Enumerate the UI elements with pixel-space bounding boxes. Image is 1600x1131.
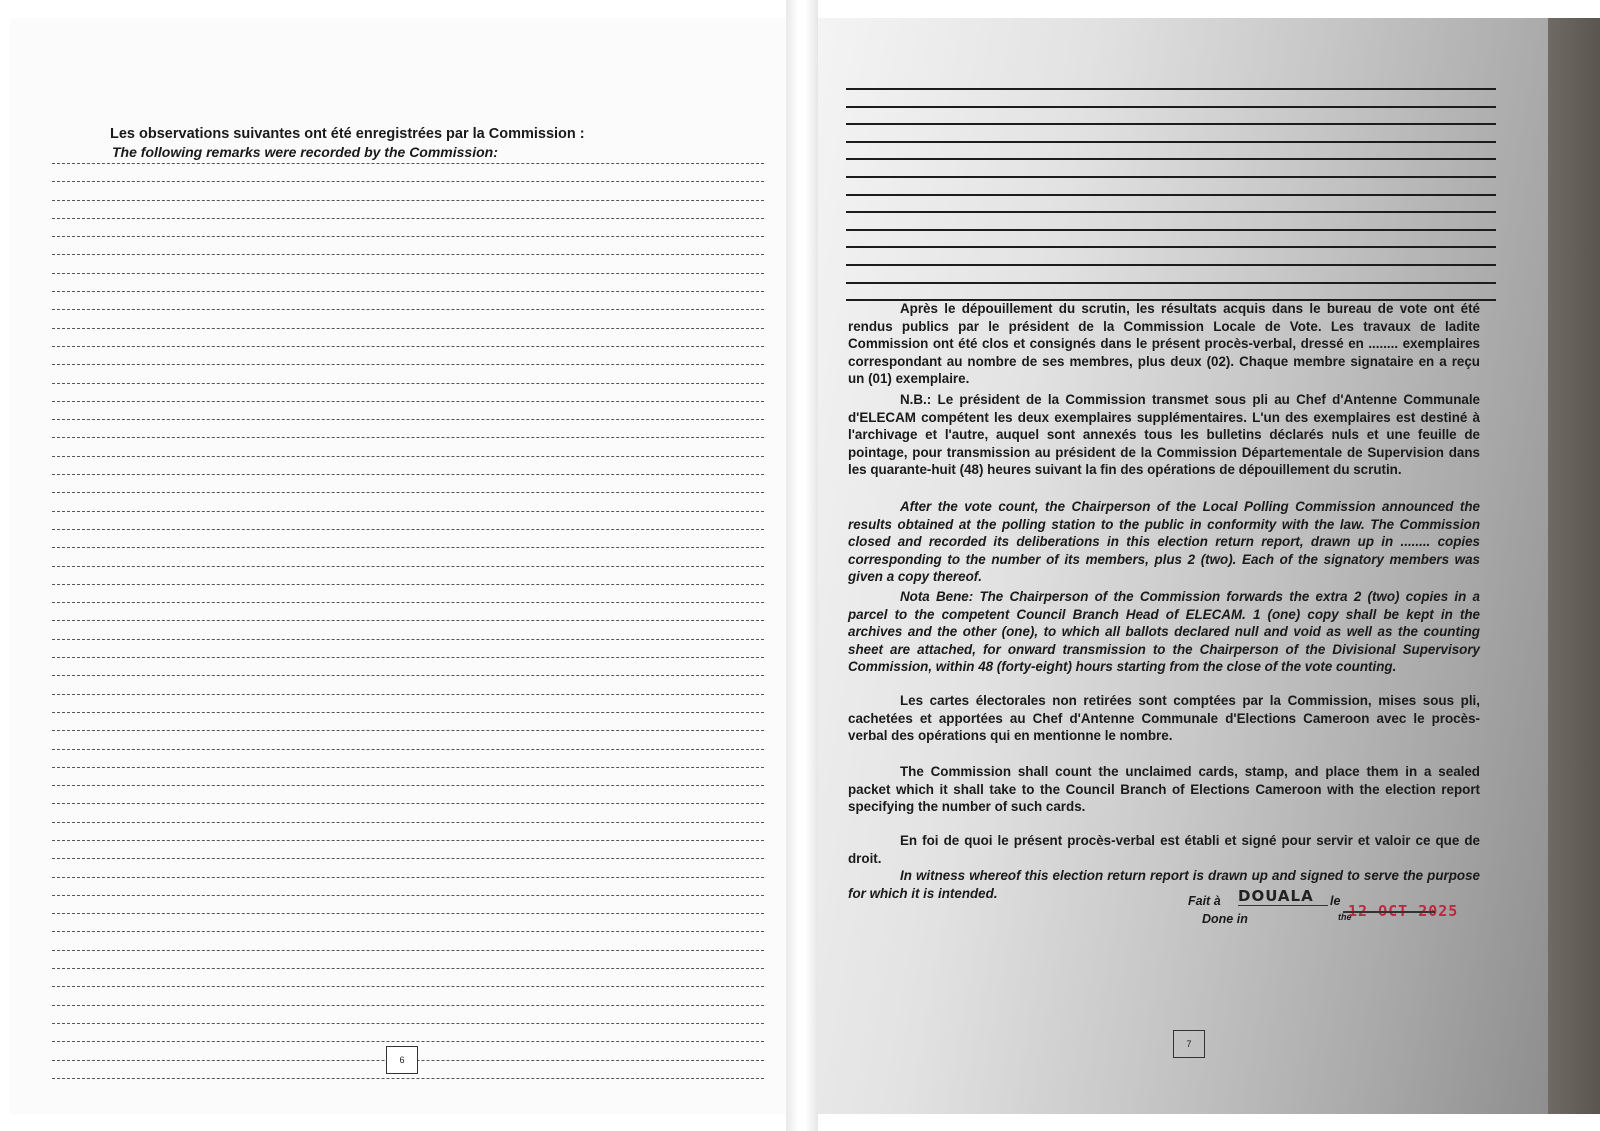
right-page [818,18,1548,1114]
paragraph-witness [848,832,1480,902]
witness-en: In witness whereof this election return report is drawn up and signed to serve the purpose for which it is intended. [848,868,1480,901]
the-label: the [1338,912,1352,922]
paragraph-cards-fr: Les cartes électorales non retirées sont comptées par la Commission, mises sous pli, cachetées et apportées au Chef d'Antenne Communale d'Elections Cameroon avec le procès-verbal des opérations qui en mentionne le nombre. [848,693,1480,744]
date-stamp: 12 OCT 2025 [1348,902,1459,920]
ruled-line [846,141,1496,143]
ruled-line [846,264,1496,266]
ruled-line [52,437,764,438]
ruled-line [52,1005,764,1006]
ruled-line [52,218,764,219]
ruled-line [52,584,764,585]
ruled-line [52,712,764,713]
ruled-line [52,547,764,548]
ruled-line [52,620,764,621]
ruled-line [52,895,764,896]
ruled-line [52,950,764,951]
ruled-line [52,785,764,786]
background-edge [1548,18,1600,1114]
done-in-label: Done in [1202,912,1248,926]
ruled-line [52,1023,764,1024]
page-number-left: 6 [386,1046,418,1074]
ruled-line [52,419,764,420]
ruled-line [52,730,764,731]
ruled-line [52,492,764,493]
remarks-lines [52,163,764,1096]
ruled-line [52,968,764,969]
ruled-line [52,200,764,201]
ruled-line [52,401,764,402]
ruled-line [52,986,764,987]
witness-fr: En foi de quoi le présent procès-verbal est établi et signé pour servir et valoir ce que de droit. [848,833,1480,866]
ruled-line [52,1078,764,1079]
ruled-line [846,158,1496,160]
ruled-line [846,229,1496,231]
ruled-line [52,639,764,640]
ruled-line [52,675,764,676]
remarks-heading-en: The following remarks were recorded by the Commission: [112,144,498,160]
le-label: le [1330,894,1341,908]
paragraph-count-en: After the vote count, the Chairperson of the Local Polling Commission announced the results obtained at the polling station to the public in conformity with the law. The Commission closed and recorded its deliberations in this election return report, drawn up in ........ copies corresponding to the number of its members, plus 2 (two). Each of the signatory members was given a copy thereof. [848,499,1480,585]
ruled-line [52,328,764,329]
ruled-line [52,474,764,475]
ruled-line [52,346,764,347]
ruled-line [52,456,764,457]
ruled-line [846,282,1496,284]
ruled-line [52,803,764,804]
ruled-line [52,877,764,878]
ruled-line [52,309,764,310]
ruled-line [52,602,764,603]
ruled-line [52,913,764,914]
ruled-line [52,822,764,823]
ruled-line [52,383,764,384]
paragraph-count-fr: Après le dépouillement du scrutin, les résultats acquis dans le bureau de vote ont été rendus publics par le président de la Commission Locale de Vote. Les travaux de ladite Commission ont été clos et consignés dans le présent procès-verbal, dressé en ........ exemplaires correspondant au nombre de ses membres, plus deux (02). Chaque membre signataire en a reçu un (01) exemplaire. [848,301,1480,387]
date-strike-line [1343,911,1435,913]
ruled-line [52,163,764,164]
ruled-line [52,236,764,237]
ruled-line [52,749,764,750]
ruled-line [52,931,764,932]
ruled-line [846,194,1496,196]
ruled-line [52,364,764,365]
left-page [10,18,786,1114]
remarks-heading-fr: Les observations suivantes ont été enregistrées par la Commission : [110,126,585,142]
ruled-line [52,1041,764,1042]
ruled-line [52,291,764,292]
ruled-line [52,657,764,658]
place-handwritten: DOUALA [1238,887,1328,906]
remarks-lines-continued [846,88,1496,317]
paragraph-nota-bene-en: Nota Bene: The Chairperson of the Commission forwards the extra 2 (two) copies in a parcel to the competent Council Branch Head of ELECAM. 1 (one) copy shall be kept in the archives and the other (one), to which all ballots declared null and void as well as the counting sheet are attached, for onward transmission to the Chairperson of the Divisional Supervisory Commission, within 48 (forty-eight) hours starting from the close of the vote counting. [848,589,1480,675]
paragraph-nb-fr: N.B.: Le président de la Commission transmet sous pli au Chef d'Antenne Communale d'ELECAM compétent les deux exemplaires supplémentaires. L'un des exemplaires est destiné à l'archivage et l'autre, auquel sont annexés tous les bulletins déclarés nuls et une feuille de pointage, pour transmission au président de la Commission Départementale de Supervision dans les quarante-huit (48) heures suivant la fin des opérations de dépouillement du scrutin. [848,392,1480,478]
ruled-line [52,529,764,530]
fait-a-label: Fait à [1188,894,1221,908]
ruled-line [846,176,1496,178]
ruled-line [52,181,764,182]
ruled-line [846,123,1496,125]
ruled-line [846,211,1496,213]
book-gutter [786,0,818,1131]
ruled-line [846,106,1496,108]
ruled-line [52,858,764,859]
ruled-line [52,767,764,768]
page-number-right: 7 [1173,1030,1205,1058]
ruled-line [52,273,764,274]
ruled-line [52,566,764,567]
ruled-line [52,840,764,841]
paragraph-cards-en: The Commission shall count the unclaimed cards, stamp, and place them in a sealed packet which it shall take to the Council Branch of Elections Cameroon with the election report specifying the number of such cards. [848,764,1480,815]
ruled-line [846,246,1496,248]
ruled-line [52,694,764,695]
ruled-line [52,254,764,255]
ruled-line [52,511,764,512]
ruled-line [846,88,1496,90]
